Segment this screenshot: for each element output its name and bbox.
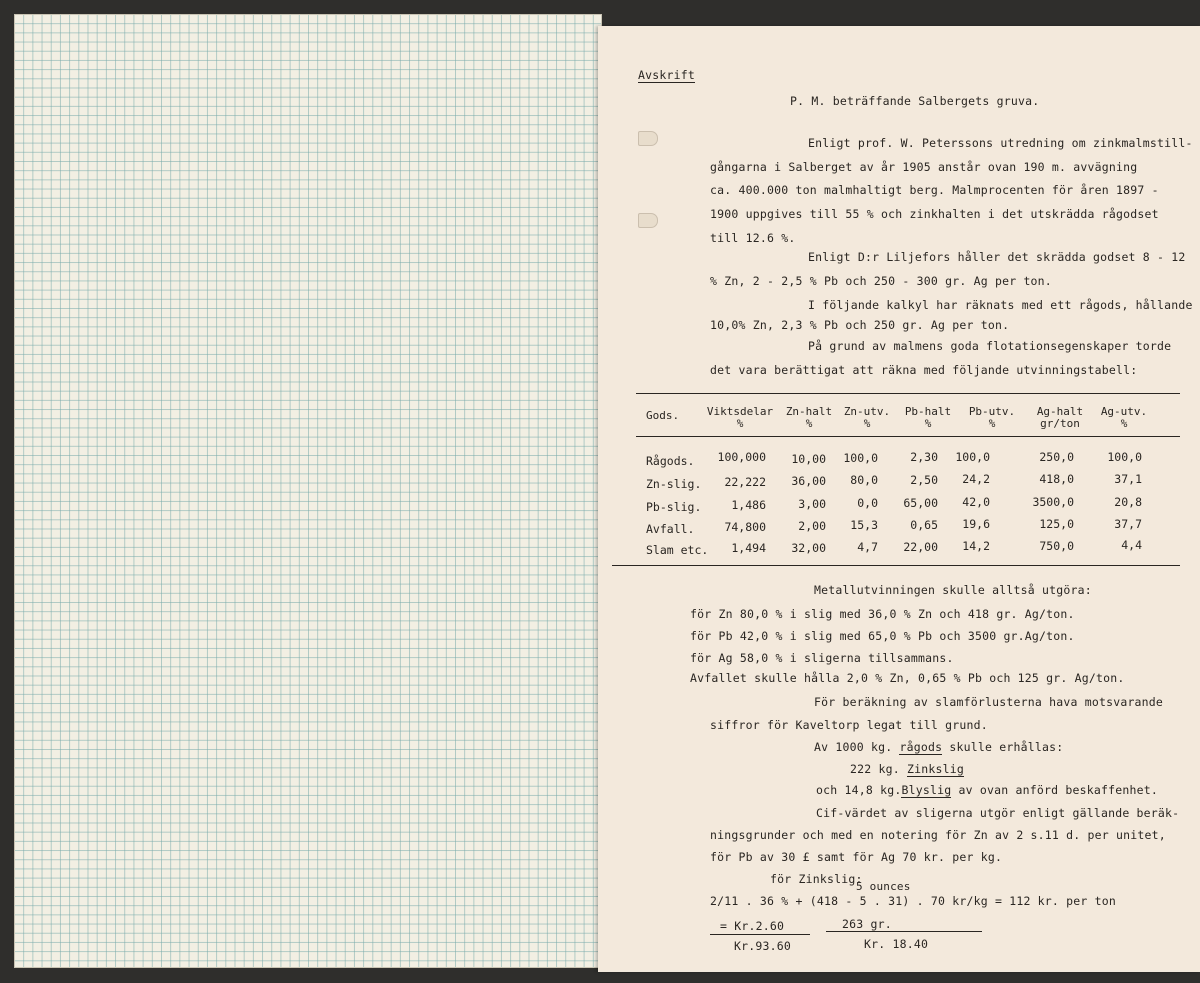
calc-rule-b [826, 931, 982, 932]
table-cell: Slam etc. [646, 543, 709, 557]
header-zn-utv: Zn-utv. % [843, 405, 891, 430]
table-cell: 2,50 [910, 473, 938, 487]
avskrift-label: Avskrift [638, 68, 695, 82]
paragraph-line: 1900 uppgives till 55 % och zinkhalten i det utskrädda rågodset [710, 207, 1159, 221]
slam-line: För beräkning av slamförlusterna hava motsvarande [814, 695, 1164, 709]
cif-line: Cif-värdet av sligerna utgör enligt gällande beräk- [816, 806, 1180, 820]
table-cell: Rågods. [646, 454, 695, 468]
paragraph-line: till 12.6 %. [710, 231, 796, 245]
typed-document-page [598, 26, 1200, 972]
calc-rule-a [710, 934, 810, 935]
recovery-line-zn: för Zn 80,0 % i slig med 36,0 % Zn och 418 gr. Ag/ton. [690, 607, 1075, 621]
table-cell: 3500,0 [1032, 495, 1074, 509]
paragraph-line: 10,0% Zn, 2,3 % Pb och 250 gr. Ag per ton. [710, 318, 1010, 332]
table-top-rule [636, 393, 1180, 394]
table-cell: 100,0 [955, 450, 990, 464]
table-cell: 22,222 [724, 475, 766, 489]
table-cell: 10,00 [791, 452, 826, 466]
table-cell: Zn-slig. [646, 477, 702, 491]
paragraph-line: I följande kalkyl har räknats med ett rågods, hållande [808, 298, 1193, 312]
cif-line: för Pb av 30 £ samt för Ag 70 kr. per kg. [710, 850, 1003, 864]
document-title: P. M. beträffande Salbergets gruva. [790, 94, 1040, 108]
header-viktsdelar: Viktsdelar % [706, 405, 774, 430]
table-cell: 250,0 [1039, 450, 1074, 464]
paragraph-line: gångarna i Salberget av år 1905 anstår ovan 190 m. avvägning [710, 160, 1138, 174]
table-cell: 125,0 [1039, 517, 1074, 531]
header-ag-halt: Ag-halt gr/ton [1036, 405, 1084, 430]
table-cell: 0,0 [857, 496, 878, 510]
table-cell: 24,2 [962, 472, 990, 486]
table-cell: 1,494 [731, 541, 766, 555]
table-cell: 20,8 [1114, 495, 1142, 509]
table-cell: 80,0 [850, 473, 878, 487]
zinkslig-yield: 222 kg. Zinkslig [850, 762, 964, 776]
table-cell: Pb-slig. [646, 500, 702, 514]
table-cell: 100,0 [1107, 450, 1142, 464]
metallutvinning-intro: Metallutvinningen skulle alltså utgöra: [814, 583, 1092, 597]
table-cell: 0,65 [910, 518, 938, 532]
calc-label: för Zinkslig: [770, 872, 863, 886]
table-cell: 1,486 [731, 498, 766, 512]
calc-result-a1: = Kr.2.60 [720, 919, 785, 933]
paragraph-line: Enligt prof. W. Peterssons utredning om zinkmalmstill- [808, 136, 1193, 150]
table-cell: 36,00 [791, 474, 826, 488]
blyslig-yield: och 14,8 kg.Blyslig av ovan anförd beskaffenhet. [816, 783, 1158, 797]
paragraph-line: ca. 400.000 ton malmhaltigt berg. Malmprocenten för åren 1897 - [710, 183, 1159, 197]
table-cell: 750,0 [1039, 539, 1074, 553]
paragraph-line: Enligt D:r Liljefors håller det skrädda godset 8 - 12 [808, 250, 1186, 264]
calc-result-a2: Kr.93.60 [734, 939, 791, 953]
header-ag-utv: Ag-utv. % [1100, 405, 1148, 430]
recovery-line-pb: för Pb 42,0 % i slig med 65,0 % Pb och 3500 gr.Ag/ton. [690, 629, 1075, 643]
header-zn-halt: Zn-halt % [785, 405, 833, 430]
cif-line: ningsgrunder och med en notering för Zn av 2 s.11 d. per unitet, [710, 828, 1166, 842]
punch-hole-tab [638, 213, 658, 228]
paragraph-line: % Zn, 2 - 2,5 % Pb och 250 - 300 gr. Ag per ton. [710, 274, 1052, 288]
table-cell: 14,2 [962, 539, 990, 553]
table-header-rule [636, 436, 1180, 437]
graph-paper-page [14, 14, 602, 968]
table-cell: 32,00 [791, 541, 826, 555]
table-cell: 2,00 [798, 519, 826, 533]
table-cell: 100,000 [717, 450, 766, 464]
table-cell: Avfall. [646, 522, 695, 536]
table-cell: 15,3 [850, 518, 878, 532]
table-cell: 4,7 [857, 540, 878, 554]
yield-intro: Av 1000 kg. rågods skulle erhållas: [814, 740, 1064, 754]
table-cell: 2,30 [910, 450, 938, 464]
table-bottom-rule [612, 565, 1180, 566]
table-cell: 65,00 [903, 496, 938, 510]
slam-line: siffror för Kaveltorp legat till grund. [710, 718, 988, 732]
table-cell: 37,1 [1114, 472, 1142, 486]
table-cell: 3,00 [798, 497, 826, 511]
calc-formula: 2/11 . 36 % + (418 - 5 . 31) . 70 kr/kg = 112 kr. per ton [710, 894, 1117, 908]
table-cell: 74,800 [724, 520, 766, 534]
header-pb-utv: Pb-utv. % [968, 405, 1016, 430]
header-gods: Gods. [646, 409, 680, 422]
table-cell: 22,00 [903, 540, 938, 554]
punch-hole-tab [638, 131, 658, 146]
table-cell: 42,0 [962, 495, 990, 509]
avfall-line: Avfallet skulle hålla 2,0 % Zn, 0,65 % Pb och 125 gr. Ag/ton. [690, 671, 1125, 685]
header-pb-halt: Pb-halt % [904, 405, 952, 430]
calc-result-b1: 263 gr. [842, 917, 892, 931]
paragraph-line: På grund av malmens goda flotationsegenskaper torde [808, 339, 1172, 353]
table-cell: 4,4 [1121, 538, 1142, 552]
table-cell: 100,0 [843, 451, 878, 465]
table-cell: 418,0 [1039, 472, 1074, 486]
table-cell: 19,6 [962, 517, 990, 531]
paragraph-line: det vara berättigat att räkna med följande utvinningstabell: [710, 363, 1138, 377]
recovery-line-ag: för Ag 58,0 % i sligerna tillsammans. [690, 651, 954, 665]
calc-result-b2: Kr. 18.40 [864, 937, 929, 951]
calc-ounces: 5 ounces [856, 880, 911, 893]
table-cell: 37,7 [1114, 517, 1142, 531]
